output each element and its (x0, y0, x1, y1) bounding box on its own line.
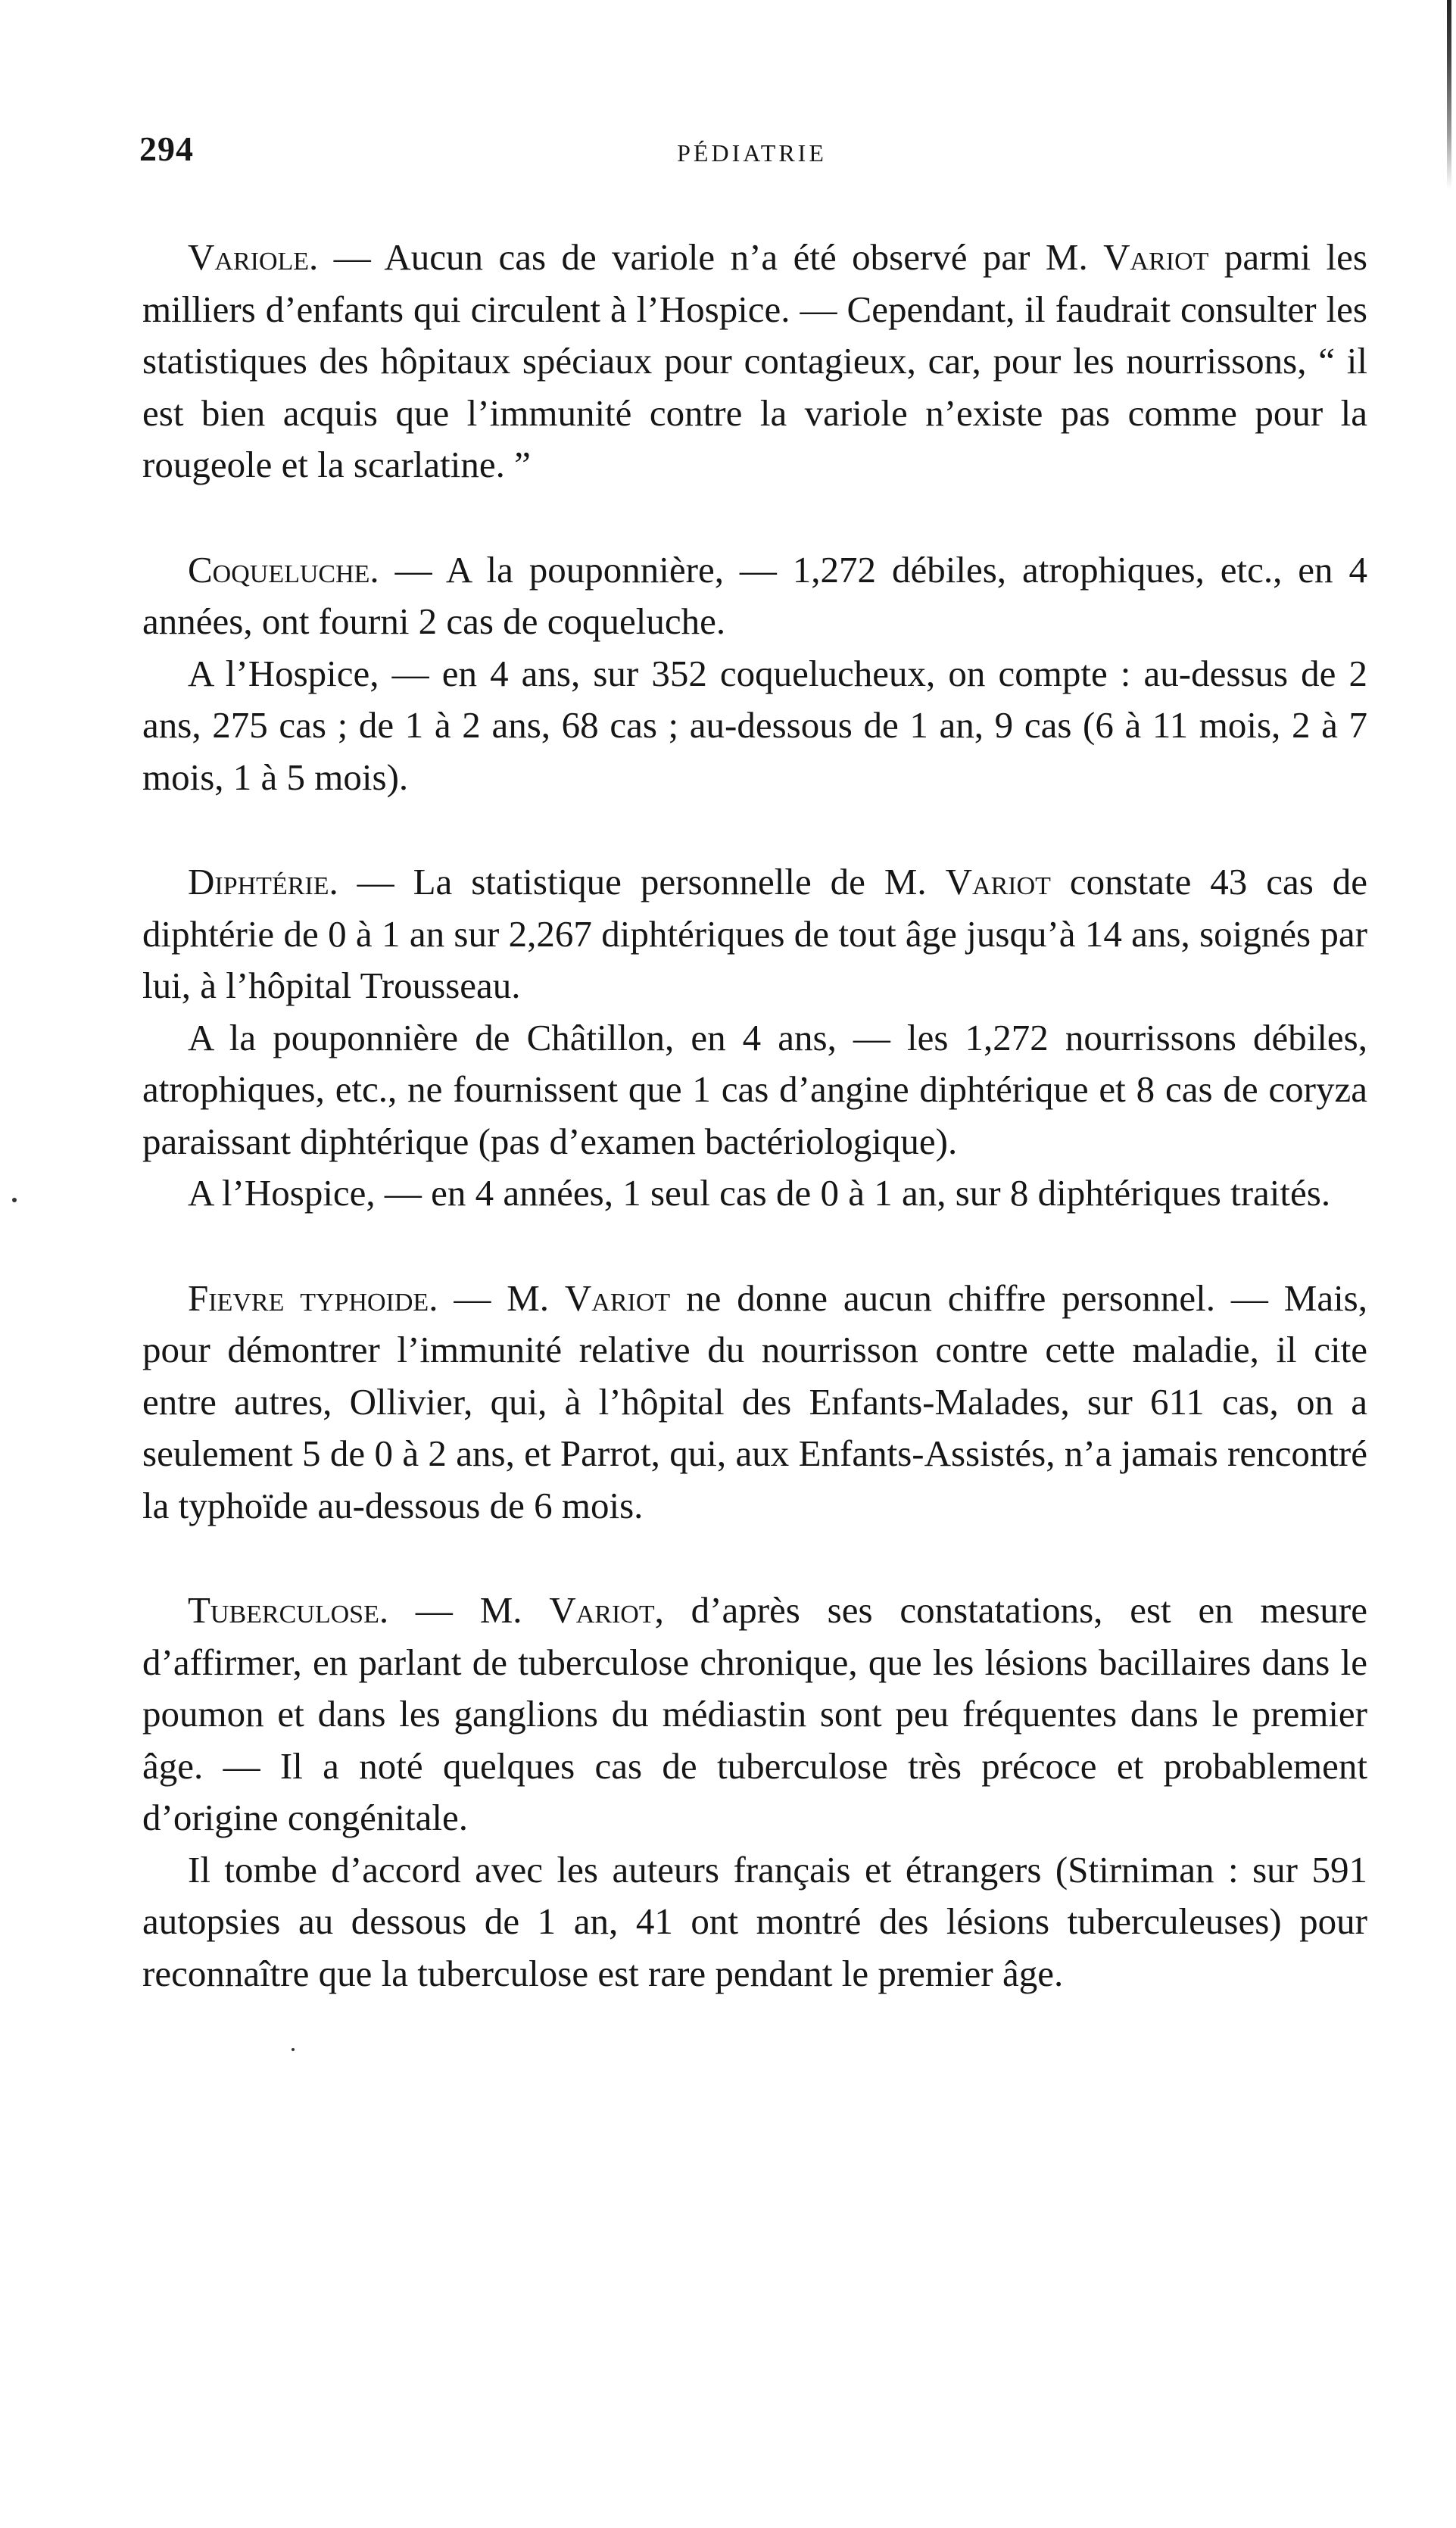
paragraph-text: — La statistique personnelle de M. (338, 861, 946, 902)
running-head: PÉDIATRIE (677, 139, 827, 167)
section-heading: Variole. (188, 236, 319, 278)
section-variole (142, 232, 1367, 491)
author-name: Variot (1103, 236, 1209, 278)
paragraph-text: — Aucun cas de variole n’a été observé par M. (318, 236, 1104, 278)
section-heading: Tuberculose. (188, 1589, 389, 1631)
paragraph-text: , d’après ses constatations, est en mesure d’affirmer, en parlant de tuberculose chronique, que les lésions bacillaires dans le poumon et dans les ganglions du médiastin sont peu fréquentes dans le premier âge. — Il a noté quelques cas de tuberculose très précoce et probablement d’origine congénitale. (142, 1589, 1367, 1838)
section-tuberculose (142, 1585, 1367, 2000)
paragraph: Il tombe d’accord avec les auteurs français et étrangers (Stirniman : sur 591 autopsies au dessous de 1 an, 41 ont montré des lésions tuberculeuses) pour reconnaître que la tuberculose est rare pendant le premier âge. (142, 1848, 1367, 1994)
paragraph-text: constate 43 cas de diphtérie de 0 à 1 an sur 2,267 diphtériques de tout âge jusqu’à 14 ans, soignés par lui, à l’hôpital Trousseau. (142, 861, 1368, 1006)
section-diphterie (142, 856, 1367, 1220)
author-name: Variot (564, 1276, 671, 1319)
section-heading: Diphtérie. (188, 861, 338, 902)
paragraph (142, 1273, 1367, 1532)
paragraph-text: ne donne aucun chiffre personnel. — Mais, pour démontrer l’immunité relative du nourrisson contre cette maladie, il cite entre autres, Ollivier, qui, à l’hôpital des Enfants-Malades, sur 611 cas, on a seulement 5 de 0 à 2 ans, et Parrot, qui, aux Enfants-Assistés, n’a jamais rencontré la typhoïde au-dessous de 6 mois. (142, 1276, 1368, 1526)
paragraph-text: parmi les milliers d’enfants qui circulent à l’Hospice. — Cependant, il faudrait consulter les statistiques des hôpitaux spéciaux pour contagieux, car, pour les nourrissons, “ il est bien acquis que l’immunité contre la variole n’existe pas comme pour la rougeole et la scarlatine. ” (142, 236, 1367, 485)
paragraph-text: — M. (388, 1589, 550, 1631)
page-number: 294 (139, 129, 194, 168)
paragraph-text: — M. (438, 1276, 565, 1319)
page-body (142, 232, 1367, 2053)
paragraph: A l’Hospice, — en 4 années, 1 seul cas de 0 à 1 an, sur 8 diphtériques traités. (188, 1172, 1331, 1214)
paragraph: A la pouponnière de Châtillon, en 4 ans, — les 1,272 nourrissons débiles, atrophiques, etc., ne fournissent que 1 cas d’angine diphtérique et 8 cas de coryza paraissant diphtérique (pas d’examen bactériologique). (142, 1016, 1367, 1162)
section-fievre-typhoide (142, 1273, 1367, 1532)
section-heading: Fievre typhoide. (188, 1276, 438, 1319)
paragraph (142, 232, 1367, 491)
section-heading: Coqueluche. (188, 548, 379, 591)
author-name: Variot (549, 1589, 655, 1631)
page-edge-shadow (1447, 0, 1451, 189)
paragraph (142, 1585, 1367, 1844)
ink-speck (292, 2048, 295, 2051)
ink-speck (12, 1198, 17, 1202)
paragraph-text: — A la pouponnière, — 1,272 débiles, atrophiques, etc., en 4 années, ont fourni 2 cas de coqueluche. (142, 548, 1367, 642)
paragraph (142, 544, 1367, 648)
page-header (139, 129, 1364, 182)
section-coqueluche (142, 544, 1367, 804)
paragraph (142, 856, 1367, 1012)
paragraph: A l’Hospice, — en 4 ans, sur 352 coquelucheux, on compte : au-dessus de 2 ans, 275 cas ; de 1 à 2 ans, 68 cas ; au-dessous de 1 an, 9 cas (6 à 11 mois, 2 à 7 mois, 1 à 5 mois). (142, 652, 1367, 798)
author-name: Variot (945, 861, 1051, 902)
